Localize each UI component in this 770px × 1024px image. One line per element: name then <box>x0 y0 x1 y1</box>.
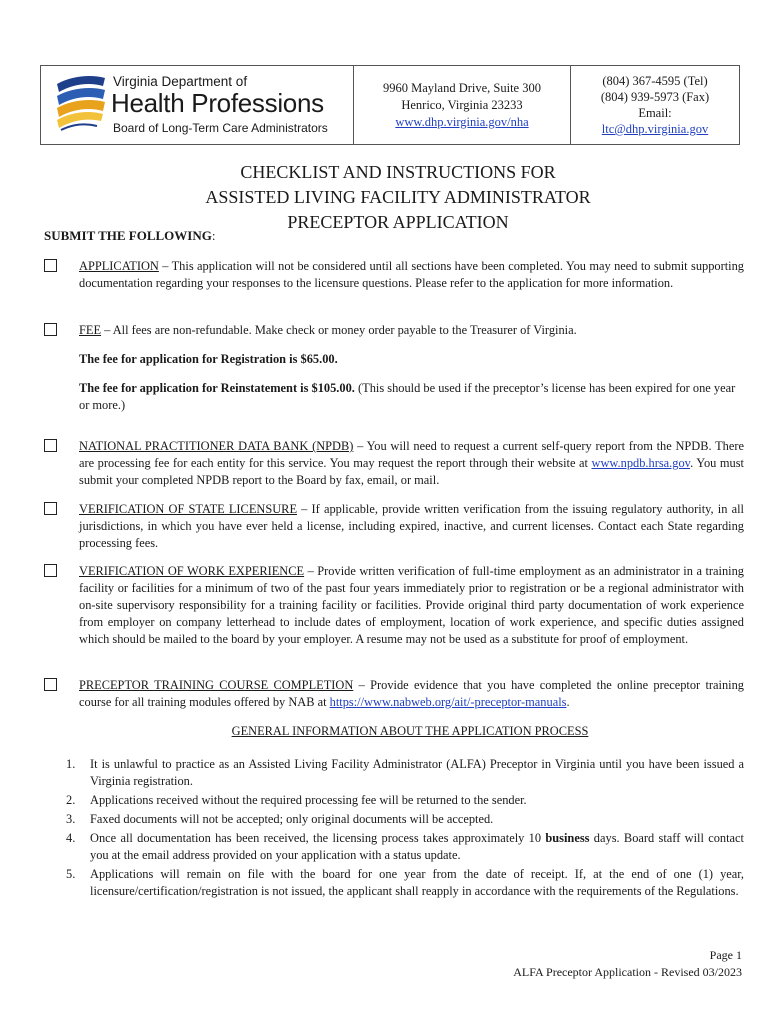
email-link[interactable]: ltc@dhp.virginia.gov <box>601 122 709 136</box>
logo-agency-name: Health Professions <box>111 88 324 118</box>
page-number: Page 1 <box>709 948 742 962</box>
checkbox-application[interactable] <box>44 259 57 272</box>
phone-tel: (804) 367-4595 (Tel) <box>602 74 708 88</box>
list-item: 1. It is unlawful to practice as an Assisted Living Facility Administrator (ALFA) Preceptor in Virginia until you have been issued a Virginia registration. <box>66 757 744 788</box>
item-title: FEE <box>79 323 102 337</box>
dhp-logo <box>41 66 354 144</box>
item-title: APPLICATION <box>79 259 159 273</box>
checklist-item-state-licensure <box>44 501 744 552</box>
phone-fax: (804) 939-5973 (Fax) <box>600 90 710 104</box>
checkbox-state-licensure[interactable] <box>44 502 57 515</box>
checklist-item-training-course: PRECEPTOR TRAINING COURSE COMPLETION – Provide evidence that you have completed the online preceptor training course for all training modules offered by NAB at https://www.nabweb.org/ait/-preceptor-manuals. <box>44 677 744 711</box>
item-description: – If applicable, provide written verification from the issuing regulatory authority, in all jurisdictions, in which you have ever held a license, including expired, inactive, and current licenses. Contact each State regarding processing fees. <box>79 502 744 550</box>
checkbox-work-experience[interactable] <box>44 564 57 577</box>
page-title <box>0 160 770 235</box>
item-description: – All fees are non-refundable. Make check or money order payable to the Treasurer of Virginia. <box>101 323 577 337</box>
revision-note: ALFA Preceptor Application - Revised 03/2023 <box>513 965 742 979</box>
website-link[interactable]: www.dhp.virginia.gov/nha <box>395 114 529 129</box>
general-info-list <box>66 756 744 902</box>
checklist-item-npdb: NATIONAL PRACTITIONER DATA BANK (NPDB) – You will need to request a current self-query report from the NPDB. There are processing fee for each entity for this service. You may request the report through their website at www.npdb.hrsa.gov. You must submit your completed NPDB report to the Board by fax, email, or mail. <box>44 438 744 489</box>
title-line-1: CHECKLIST AND INSTRUCTIONS FOR <box>240 162 556 182</box>
letterhead <box>40 65 740 145</box>
item-description: – Provide written verification of full-time employment as an administrator in a training facility or facilities for a minimum of two of the past four years immediately prior to registration or be a regional administrator with on-site supervisory responsibility for a training facility or facilities. Provide original third party documentation of work experience from employer on company letterhead to include dates of employment, location of work experience, and specific duties assigned which should be mailed to the board by your employer. A resume may not be used as a substitute for proof of employment. <box>79 564 745 646</box>
item-title: VERIFICATION OF WORK EXPERIENCE <box>79 564 305 578</box>
address-city: Henrico, Virginia 23233 <box>401 97 523 112</box>
dhp-emblem-icon <box>53 74 109 136</box>
registration-fee-note: The fee for application for Registration is $65.00. <box>79 352 338 366</box>
page-footer <box>513 947 742 981</box>
item-description: – This application will not be considered until all sections have been completed. You may need to submit supporting documentation regarding your responses to the licensure questions. Please refer to the application for more information. <box>79 259 744 290</box>
contact-block <box>571 66 739 144</box>
checkbox-fee[interactable] <box>44 323 57 336</box>
address-block <box>354 66 571 144</box>
nab-link[interactable]: https://www.nabweb.org/ait/-preceptor-manuals <box>329 695 567 709</box>
list-item: 2. Applications received without the required processing fee will be returned to the sender. <box>66 793 527 807</box>
logo-agency-line: Virginia Department of <box>113 74 248 89</box>
general-info-heading: GENERAL INFORMATION ABOUT THE APPLICATION PROCESS <box>231 724 589 738</box>
item-title: PRECEPTOR TRAINING COURSE COMPLETION <box>79 678 354 692</box>
email-label: Email: <box>638 106 672 120</box>
checklist-item-work-experience <box>44 563 744 648</box>
checklist-item-application <box>44 258 744 292</box>
list-item: 5. Applications will remain on file with the board for one year from the date of receipt. If, at the end of one (1) year, licensure/certification/registration is not issued, the applicant shall reapply in accordance with the requirements of the Regulations. <box>66 867 744 898</box>
npdb-link[interactable]: www.npdb.hrsa.gov <box>591 456 691 470</box>
submit-heading: SUBMIT THE FOLLOWING: <box>44 228 216 243</box>
title-line-2: ASSISTED LIVING FACILITY ADMINISTRATOR <box>205 187 591 207</box>
title-line-3: PRECEPTOR APPLICATION <box>287 212 509 232</box>
item-title: VERIFICATION OF STATE LICENSURE <box>79 502 298 516</box>
checkbox-npdb[interactable] <box>44 439 57 452</box>
checklist-item-fee <box>44 322 744 339</box>
list-item: 4. Once all documentation has been received, the licensing process takes approximately 10 business days. Board staff will contact you at the email address provided on your application with a status update. <box>66 831 745 862</box>
list-item: 3. Faxed documents will not be accepted; only original documents will be accepted. <box>66 812 494 826</box>
item-title: NATIONAL PRACTITIONER DATA BANK (NPDB) <box>79 439 354 453</box>
logo-board-name: Board of Long-Term Care Administrators <box>113 121 328 135</box>
address-street: 9960 Mayland Drive, Suite 300 <box>383 80 541 95</box>
reinstatement-fee-note: The fee for application for Reinstatement is $105.00. (This should be used if the preceptor’s license has been expired for one year or more.) <box>79 381 736 412</box>
checkbox-training-course[interactable] <box>44 678 57 691</box>
